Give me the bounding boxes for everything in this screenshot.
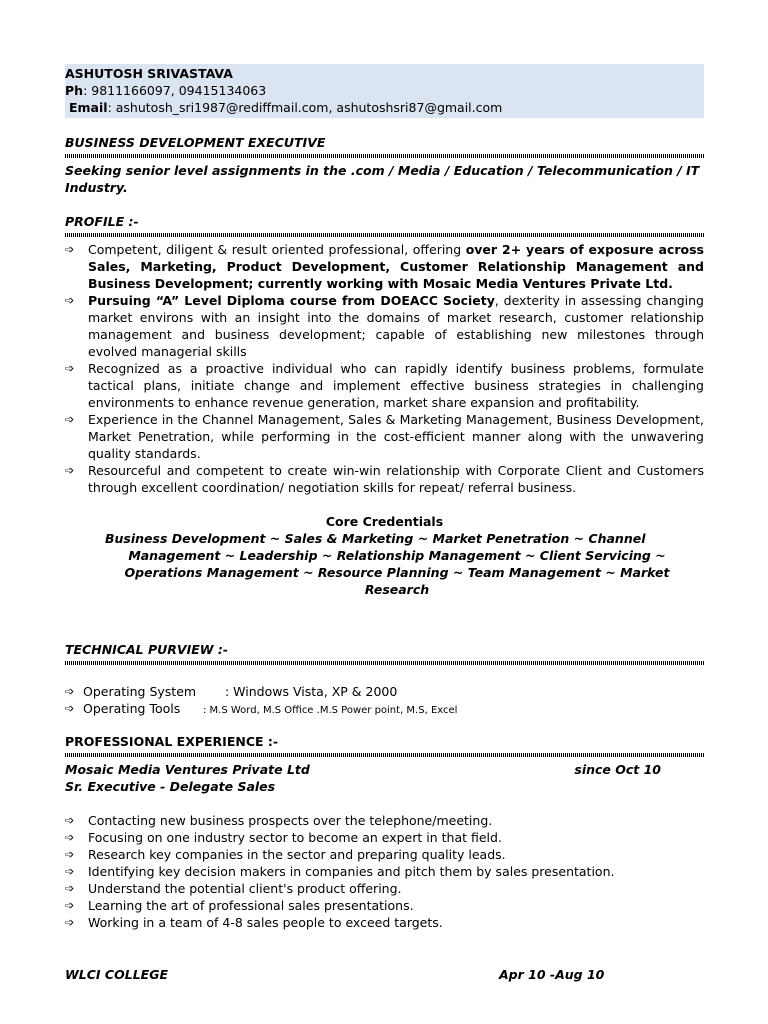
profile-text: Experience in the Channel Management, Sales & Marketing Management, Business Development, Market Penetration, while performing in the cost-efficient manner along with the unwavering quality standards. xyxy=(88,412,704,461)
profile-heading: PROFILE :- xyxy=(65,214,139,229)
resume-page xyxy=(65,64,704,983)
core-credentials-title: Core Credentials xyxy=(325,514,444,529)
profile-text: Resourceful and competent to create win-win relationship with Corporate Client and Customers through excellent coordination/ negotiation skills for repeat/ referral business. xyxy=(88,463,704,495)
duty-text: Working in a team of 4-8 sales people to exceed targets. xyxy=(88,915,443,930)
profile-text-bold: Pursuing “A” Level Diploma course from DOEACC Society xyxy=(88,293,495,308)
list-item xyxy=(65,863,704,880)
profile-text: Recognized as a proactive individual who can rapidly identify business problems, formulate tactical plans, initiate change and implement effective business strategies in challenging environments to enhance revenue generation, market share expansion and profitability. xyxy=(88,361,704,410)
core-line: Management ~ Leadership ~ Relationship Management ~ Client Servicing ~ xyxy=(128,548,666,563)
technical-heading: TECHNICAL PURVIEW :- xyxy=(65,642,229,657)
arrow-bullet-icon: ➩ xyxy=(65,831,75,844)
duty-text: Focusing on one industry sector to become an expert in that field. xyxy=(88,830,502,845)
arrow-bullet-icon: ➩ xyxy=(65,702,75,715)
arrow-bullet-icon: ➩ xyxy=(65,899,75,912)
duties-list xyxy=(65,812,704,931)
core-line: Research xyxy=(364,582,430,597)
job-header xyxy=(65,761,704,778)
profile-list xyxy=(65,241,704,496)
core-line: Business Development ~ Sales & Marketing ~ Market Penetration ~ Channel xyxy=(105,531,646,546)
experience-heading: PROFESSIONAL EXPERIENCE :- xyxy=(65,734,279,749)
phone-value: : 9811166097, 09415134063 xyxy=(83,83,267,98)
list-item xyxy=(65,241,704,292)
arrow-bullet-icon: ➩ xyxy=(65,413,75,426)
list-item xyxy=(65,411,704,462)
list-item xyxy=(65,700,704,719)
email-label: Email xyxy=(68,100,108,115)
arrow-bullet-icon: ➩ xyxy=(65,814,75,827)
email-value: : ashutosh_sri1987@rediffmail.com, ashutoshsri87@gmail.com xyxy=(107,100,503,115)
arrow-bullet-icon: ➩ xyxy=(65,882,75,895)
duty-text: Research key companies in the sector and preparing quality leads. xyxy=(88,847,506,862)
profile-text: , dexterity in assessing changing market environs with an insight into the domains of market research, customer relationship management and business development; capable of establishing new milestones through evolved managerial skills xyxy=(88,293,704,359)
list-item xyxy=(65,829,704,846)
college-name: WLCI COLLEGE xyxy=(65,967,168,982)
candidate-name: ASHUTOSH SRIVASTAVA xyxy=(65,66,233,81)
list-item xyxy=(65,812,704,829)
list-item xyxy=(65,897,704,914)
arrow-bullet-icon: ➩ xyxy=(65,294,75,307)
college-period: Apr 10 -Aug 10 xyxy=(499,967,605,982)
core-credentials-body xyxy=(65,530,704,598)
list-item xyxy=(65,914,704,931)
list-item xyxy=(65,683,704,700)
arrow-bullet-icon: ➩ xyxy=(65,464,75,477)
job-role: Sr. Executive - Delegate Sales xyxy=(65,779,276,794)
section-divider xyxy=(65,233,704,237)
company-name: Mosaic Media Ventures Private Ltd xyxy=(65,762,310,777)
duty-text: Learning the art of professional sales presentations. xyxy=(88,898,414,913)
profile-text: Competent, diligent & result oriented professional, offering xyxy=(88,242,466,257)
email-line xyxy=(65,99,704,116)
arrow-bullet-icon: ➩ xyxy=(65,685,75,698)
objective-text: Seeking senior level assignments in the .com / Media / Education / Telecommunication / IT Industry. xyxy=(65,163,700,195)
phone-line xyxy=(65,82,704,99)
job-title: BUSINESS DEVELOPMENT EXECUTIVE xyxy=(65,135,326,150)
tech-value: : M.S Word, M.S Office .M.S Power point, M.S, Excel xyxy=(203,705,458,716)
arrow-bullet-icon: ➩ xyxy=(65,865,75,878)
tech-label: Operating System xyxy=(83,684,197,699)
core-line: Operations Management ~ Resource Planning ~ Team Management ~ Market xyxy=(124,565,670,580)
section-divider xyxy=(65,154,704,158)
section-divider xyxy=(65,661,704,665)
arrow-bullet-icon: ➩ xyxy=(65,848,75,861)
duty-text: Contacting new business prospects over the telephone/meeting. xyxy=(88,813,493,828)
arrow-bullet-icon: ➩ xyxy=(65,243,75,256)
list-item xyxy=(65,360,704,411)
list-item xyxy=(65,880,704,897)
list-item xyxy=(65,462,704,496)
duty-text: Identifying key decision makers in companies and pitch them by sales presentation. xyxy=(88,864,615,879)
job-period: since Oct 10 xyxy=(574,762,661,777)
technical-list xyxy=(65,683,704,719)
arrow-bullet-icon: ➩ xyxy=(65,916,75,929)
duty-text: Understand the potential client's product offering. xyxy=(88,881,402,896)
college-header xyxy=(65,966,704,983)
tech-value: : Windows Vista, XP & 2000 xyxy=(225,684,398,699)
section-divider xyxy=(65,753,704,757)
contact-block xyxy=(65,64,704,118)
profile-text-bold: over 2+ years of exposure across Sales, Marketing, Product Development, Customer Relationship Management and Business Development; currently working with Mosaic Media Ventures Private Ltd. xyxy=(88,242,704,291)
tech-label: Operating Tools xyxy=(83,701,181,716)
list-item xyxy=(65,846,704,863)
list-item xyxy=(65,292,704,360)
arrow-bullet-icon: ➩ xyxy=(65,362,75,375)
phone-label: Ph xyxy=(65,83,84,98)
